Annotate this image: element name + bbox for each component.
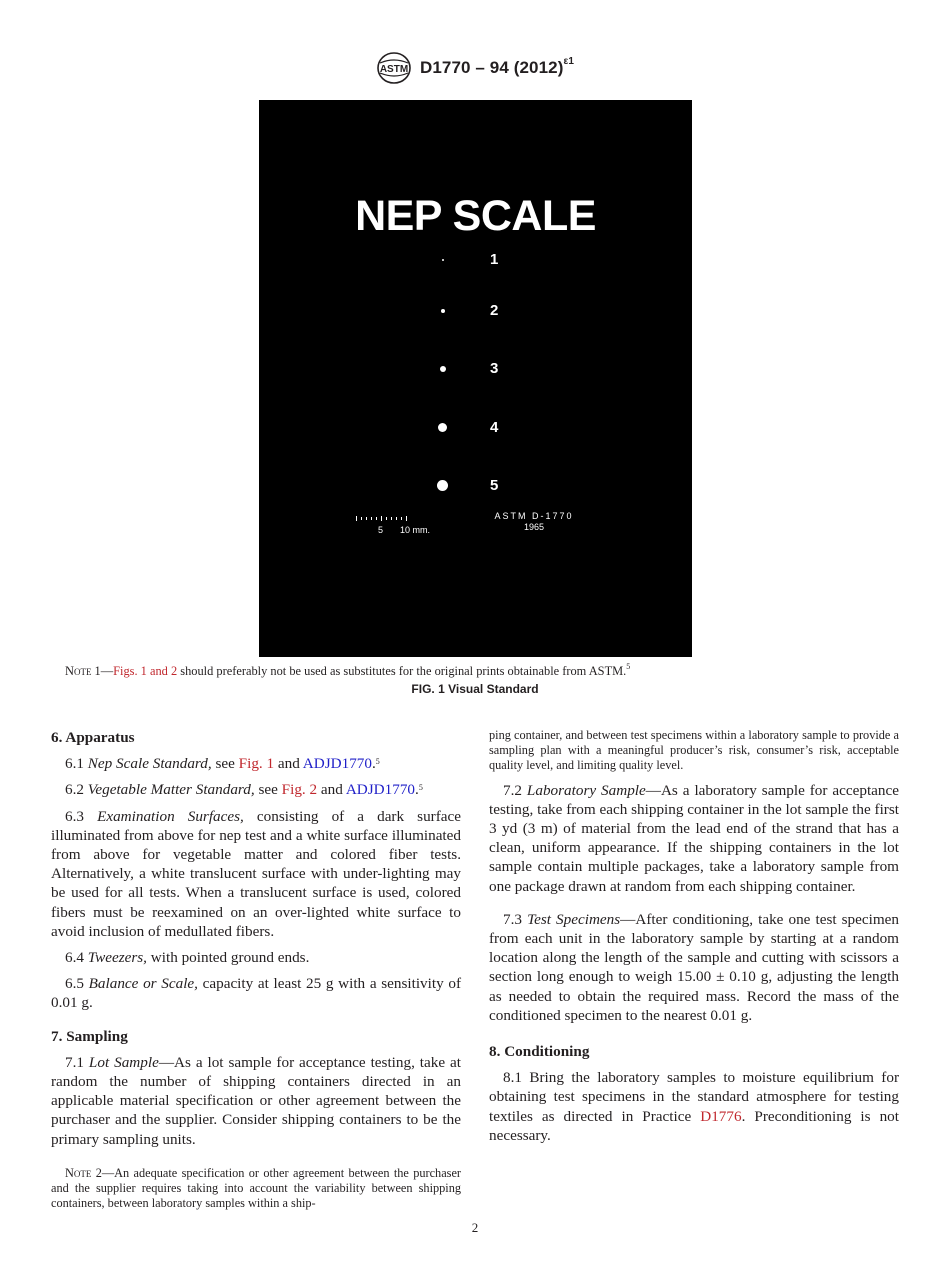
paragraph-6-2: 6.2 Vegetable Matter Standard, see Fig. 2 and ADJD1770.$^5$ — [65, 781, 423, 799]
figs-link[interactable]: Figs. 1 and 2 — [113, 664, 178, 678]
astm-mark-line1: ASTM D-1770 — [494, 511, 574, 521]
svg-text:ASTM: ASTM — [379, 64, 409, 75]
fig-2-link[interactable]: Fig. 2 — [281, 781, 318, 799]
figure-note-1 — [65, 664, 630, 679]
paragraph-7-2: 7.2 Laboratory Sample—As a laboratory sample for acceptance testing, take from each shipping container in the lot sample the first 3 yd (3 m) of material from the lead end of the strand that has a clean, uniform appearance. If the shipping containers in the lot sample contain multiple packages, take a laboratory sample from one package drawn at random from each shipping container. — [489, 781, 899, 895]
nep-label: 4 — [490, 419, 499, 436]
astm-mark-year: 1965 — [523, 522, 545, 532]
fig-1-link[interactable]: Fig. 1 — [238, 755, 275, 773]
mm-ruler — [356, 516, 431, 536]
ruler-label-10: 10 mm. — [400, 525, 431, 535]
nep-label: 1 — [490, 251, 499, 268]
astm-logo-icon — [376, 51, 412, 85]
footnote-ref[interactable]: 5 — [626, 662, 631, 671]
nep-label: 2 — [490, 302, 499, 319]
nep-dot-icon — [437, 480, 448, 491]
nep-dot-icon — [442, 259, 444, 261]
paragraph-7-3: 7.3 Test Specimens—After conditioning, take one test specimen from each unit in the laboratory sample by starting at a random location along the length of the sample and cutting with scissors a section long enough to weigh 15.00 ± 0.10 g, adjusting the length as needed to obtain the required mass. Record the mass of the conditioned specimen to the nearest 0.01 g. — [489, 910, 900, 1024]
section-heading-sampling: 7. Sampling — [51, 1027, 128, 1045]
standard-designation: D1770 – 94 $(2012)^{\varepsilon 1}$ — [420, 56, 574, 77]
note-2: Note 2—An adequate specification or other agreement between the purchaser and the supplier requires taking into account the variability between shipping containers, between laboratory samples within a ship- — [51, 1165, 461, 1211]
footnote-ref[interactable]: 5 — [375, 757, 380, 767]
nep-label: 3 — [490, 360, 499, 377]
note-prefix: Note 1— — [65, 664, 114, 678]
paragraph-6-3: 6.3 Examination Surfaces, consisting of a dark surface illuminated from above for nep test and a white surface illuminated from above for vegetable matter and colored fiber tests. Alternatively, a white translucent surface with under-lighting may be used for all tests. When a translucent surface is used, colored fibers must be reexamined on an over-lighted white surface to avoid inclusion of medullated fibers. — [51, 807, 461, 940]
paragraph-6-5: 6.5 Balance or Scale, capacity at least 25 g with a sensitivity of 0.01 g. — [51, 975, 461, 1012]
nep-row-2 — [259, 301, 692, 321]
paragraph-7-1: 7.1 Lot Sample—As a lot sample for acceptance testing, take at random the number of shipping containers directed in an applicable material specification or other agreement between the purchaser and the supplier. Consider shipping containers to be the primary sampling units. — [51, 1053, 461, 1148]
figure-astm-mark — [489, 511, 579, 533]
nep-label: 5 — [490, 477, 499, 494]
adjunct-link[interactable]: ADJD1770 — [302, 755, 372, 773]
left-column — [51, 728, 461, 1211]
footnote-ref[interactable]: 5 — [418, 783, 423, 793]
ruler-label-5: 5 — [378, 525, 384, 535]
section-heading-apparatus: 6. Apparatus — [51, 729, 135, 746]
page-number: 2 — [471, 1220, 479, 1235]
nep-row-3 — [259, 359, 692, 379]
adjunct-link[interactable]: ADJD1770 — [345, 781, 416, 799]
paragraph-6-4: 6.4 Tweezers, with pointed ground ends. — [65, 949, 310, 967]
nep-row-1 — [259, 250, 692, 270]
paragraph-8-1: 8.1 Bring the laboratory samples to moisture equilibrium for obtaining test specimens in the standard atmosphere for testing textiles as directed in Practice D1776. Preconditioning is not necessary. — [489, 1069, 899, 1144]
document-header — [0, 50, 950, 86]
nep-dot-icon — [438, 423, 447, 432]
nep-row-4 — [259, 418, 692, 438]
section-heading-conditioning: 8. Conditioning — [489, 1043, 590, 1061]
right-column — [489, 728, 899, 1145]
nep-row-5 — [259, 476, 692, 496]
figure-title: NEP SCALE — [355, 192, 596, 240]
paragraph-6-1: 6.1 Nep Scale Standard, see Fig. 1 and ADJD1770.$^5$ — [65, 755, 380, 773]
epsilon-superscript: ε1 — [563, 56, 574, 68]
ruler-ticks — [356, 516, 406, 522]
d1776-link[interactable]: D1776 — [700, 1107, 742, 1125]
note-text: should preferably not be used as substitutes for the original prints obtainable from ASTM. — [177, 664, 627, 678]
note-2-continued: ping container, and between test specimens within a laboratory sample to provide a sampling plan with a meaningful producer’s risk, consumer’s risk, acceptable quality level, and limiting quality level. — [489, 728, 899, 773]
nep-scale-figure — [259, 100, 692, 657]
nep-dot-icon — [441, 309, 445, 313]
figure-caption: FIG. 1 Visual Standard — [411, 682, 539, 696]
nep-dot-icon — [440, 366, 446, 372]
